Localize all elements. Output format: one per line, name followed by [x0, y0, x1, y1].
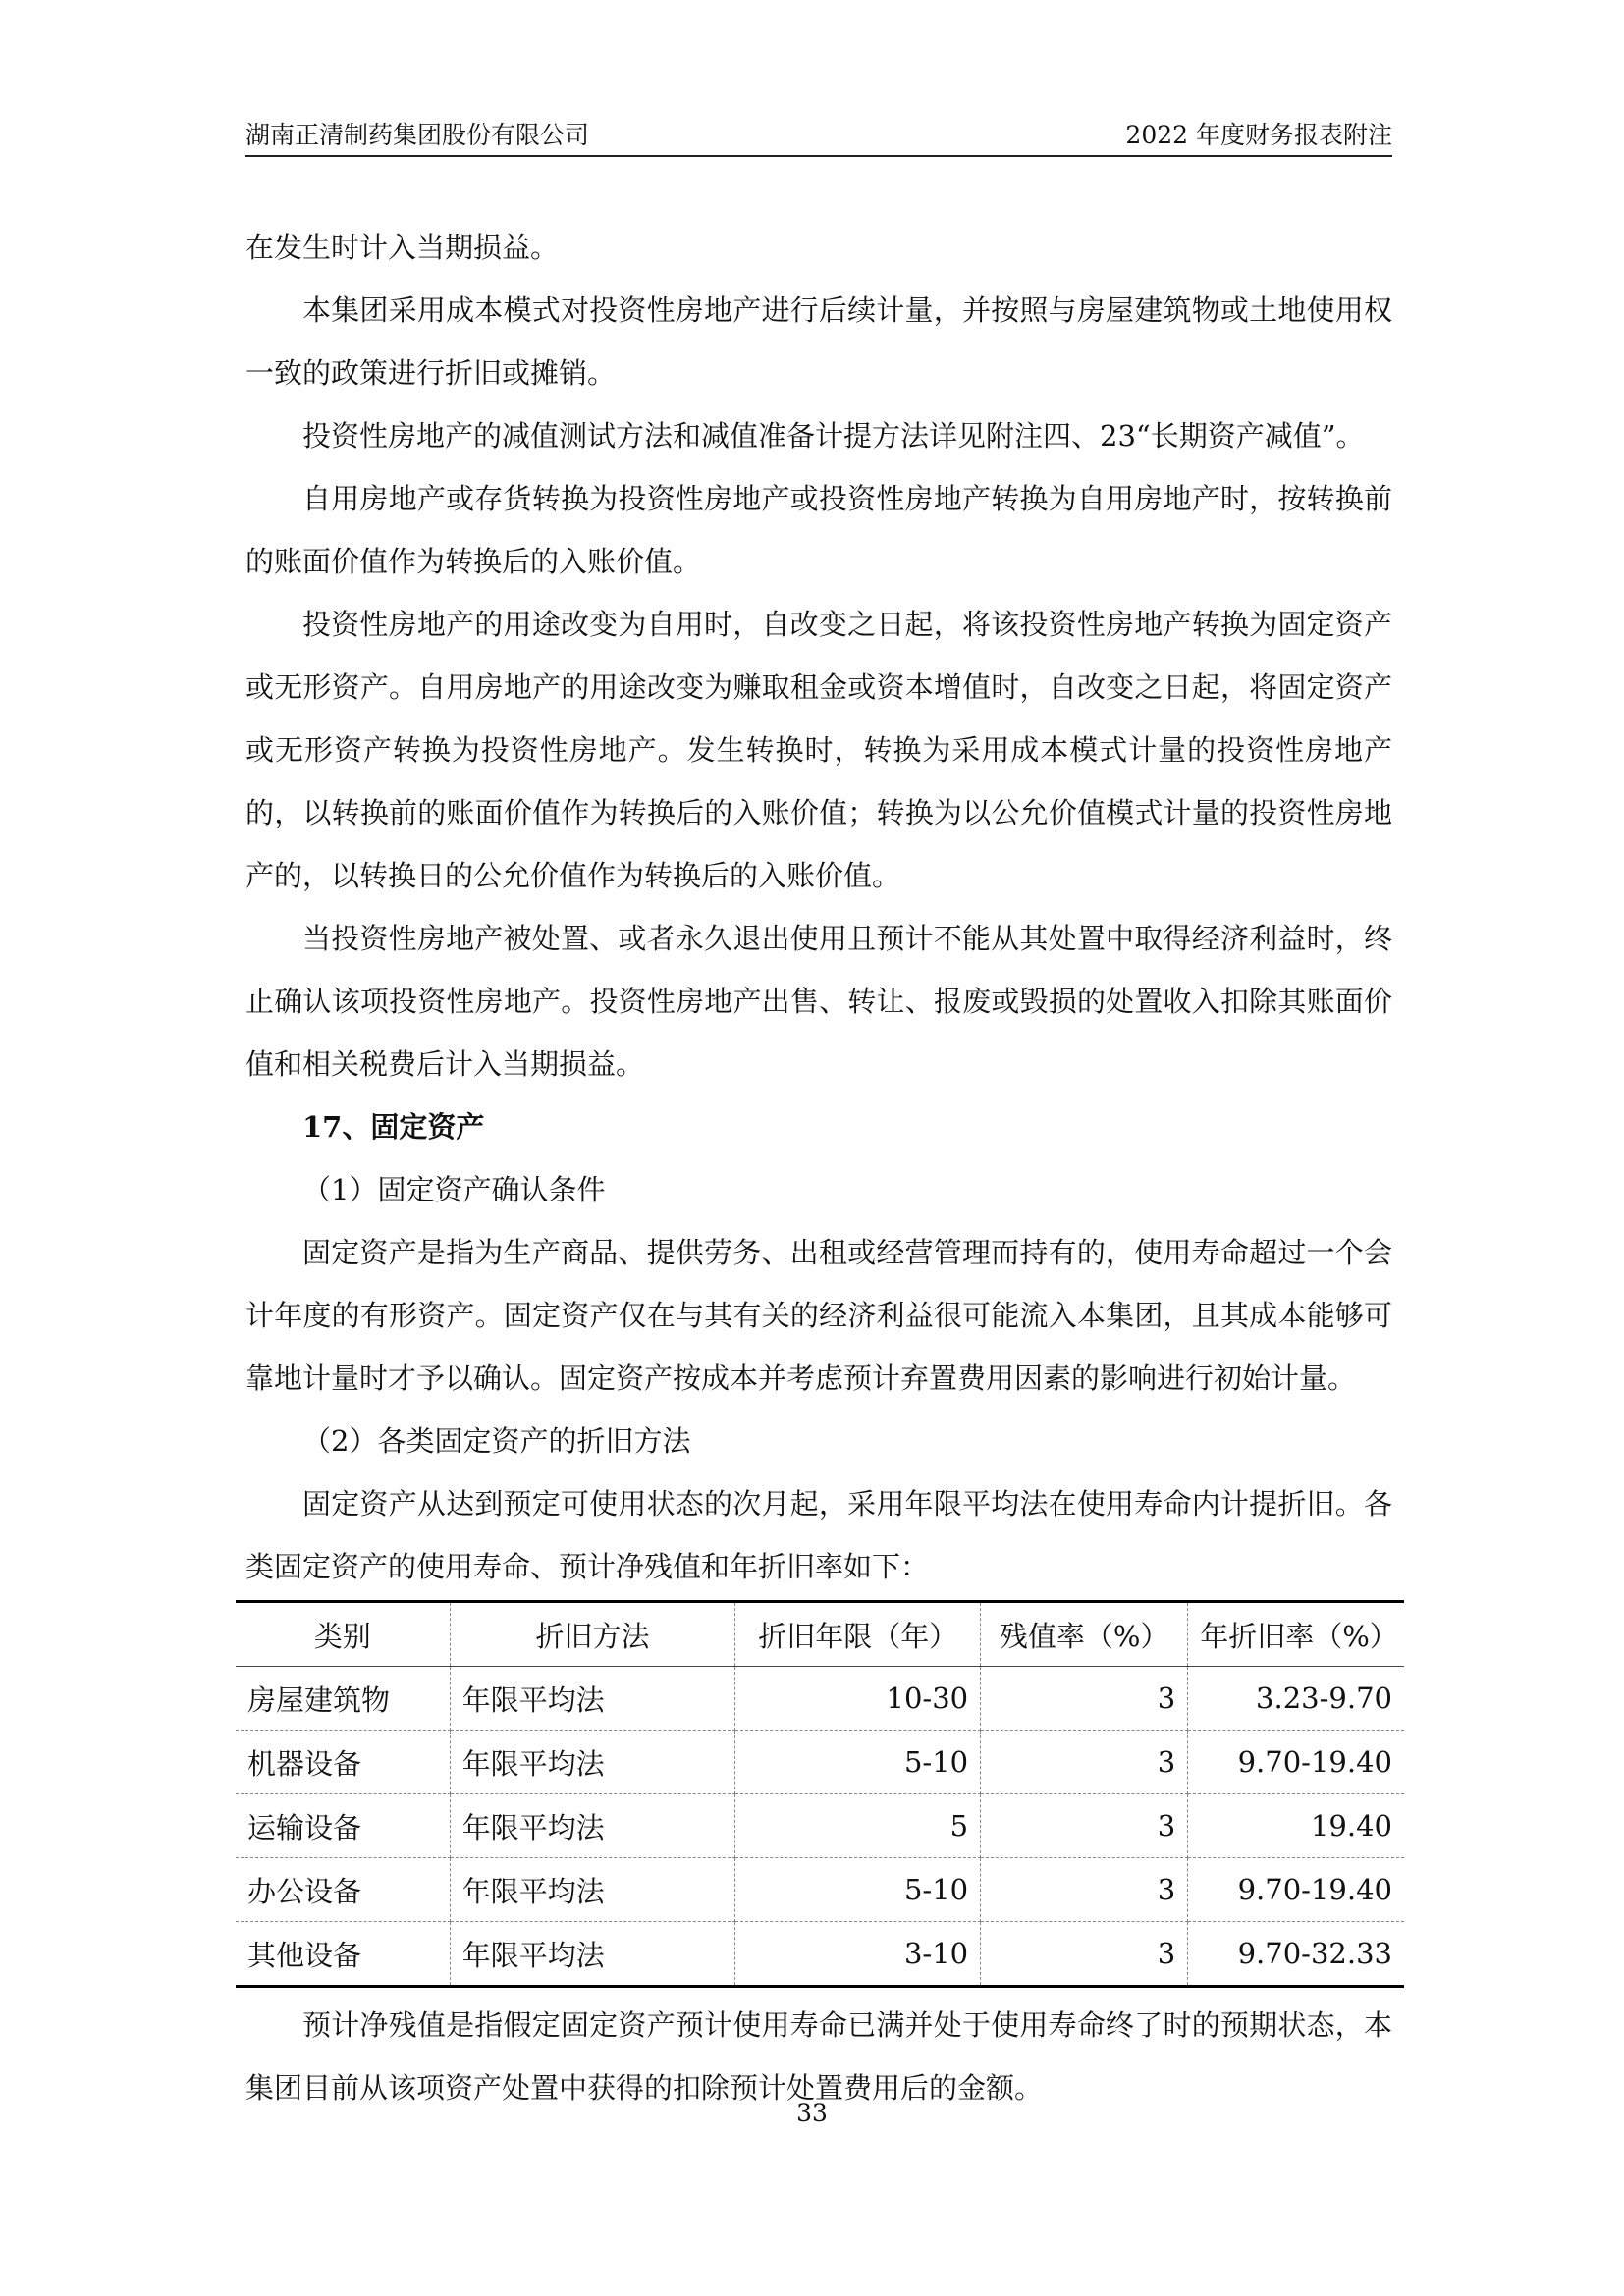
- cell-annual-rate: 9.70-32.33: [1188, 1922, 1404, 1987]
- cell-category: 房屋建筑物: [236, 1667, 450, 1731]
- table-row: [236, 1667, 1404, 1731]
- column-header: 折旧方法: [450, 1602, 735, 1667]
- paragraph: 当投资性房地产被处置、或者永久退出使用且预计不能从其处置中取得经济利益时，终止确认该项投资性房地产。投资性房地产出售、转让、报废或毁损的处置收入扣除其账面价值和相关税费后计入当期损益。: [245, 922, 1392, 1081]
- cell-method: 年限平均法: [450, 1667, 735, 1731]
- cell-residual-rate: 3: [981, 1922, 1188, 1987]
- table-row: [236, 1858, 1404, 1922]
- page-content: [245, 216, 1398, 2119]
- paragraph: 固定资产从达到预定可使用状态的次月起，采用年限平均法在使用寿命内计提折旧。各类固定资产的使用寿命、预计净残值和年折旧率如下：: [245, 1487, 1392, 1583]
- paragraph: 固定资产是指为生产商品、提供劳务、出租或经营管理而持有的，使用寿命超过一个会计年度的有形资产。固定资产仅在与其有关的经济利益很可能流入本集团，且其成本能够可靠地计量时才予以确认。固定资产按成本并考虑预计弃置费用因素的影响进行初始计量。: [245, 1236, 1392, 1395]
- depreciation-table: [236, 1600, 1404, 1988]
- column-header: 残值率（%）: [981, 1602, 1188, 1667]
- table-row: [236, 1794, 1404, 1858]
- cell-method: 年限平均法: [450, 1731, 735, 1794]
- cell-residual-rate: 3: [981, 1731, 1188, 1794]
- section-heading: 17、固定资产: [302, 1110, 485, 1144]
- paragraph: 在发生时计入当期损益。: [245, 231, 560, 264]
- cell-annual-rate: 9.70-19.40: [1188, 1731, 1404, 1794]
- cell-residual-rate: 3: [981, 1667, 1188, 1731]
- paragraph: 自用房地产或存货转换为投资性房地产或投资性房地产转换为自用房地产时，按转换前的账面价值作为转换后的入账价值。: [245, 482, 1392, 578]
- column-header: 年折旧率（%）: [1188, 1602, 1404, 1667]
- cell-years: 3-10: [735, 1922, 981, 1987]
- cell-method: 年限平均法: [450, 1794, 735, 1858]
- cell-residual-rate: 3: [981, 1858, 1188, 1922]
- table-row: [236, 1731, 1404, 1794]
- cell-years: 5-10: [735, 1731, 981, 1794]
- cell-method: 年限平均法: [450, 1922, 735, 1987]
- cell-years: 10-30: [735, 1667, 981, 1731]
- paragraph: 投资性房地产的减值测试方法和减值准备计提方法详见附注四、23“长期资产减值”。: [302, 419, 1365, 453]
- subsection-heading: （1）固定资产确认条件: [302, 1173, 606, 1206]
- cell-category: 其他设备: [236, 1922, 450, 1987]
- header-company: 湖南正清制药集团股份有限公司: [245, 121, 590, 149]
- paragraph: 本集团采用成本模式对投资性房地产进行后续计量，并按照与房屋建筑物或土地使用权一致的政策进行折旧或摊销。: [245, 294, 1392, 390]
- table-row: [236, 1922, 1404, 1987]
- paragraph: 预计净残值是指假定固定资产预计使用寿命已满并处于使用寿命终了时的预期状态，本集团目前从该项资产处置中获得的扣除预计处置费用后的金额。: [245, 2008, 1392, 2105]
- column-header: 类别: [236, 1602, 450, 1667]
- column-header: 折旧年限（年）: [735, 1602, 981, 1667]
- header-report-title: 2022 年度财务报表附注: [1125, 121, 1392, 149]
- cell-method: 年限平均法: [450, 1858, 735, 1922]
- cell-category: 机器设备: [236, 1731, 450, 1794]
- table-header-row: [236, 1602, 1404, 1667]
- cell-annual-rate: 19.40: [1188, 1794, 1404, 1858]
- cell-annual-rate: 9.70-19.40: [1188, 1858, 1404, 1922]
- cell-annual-rate: 3.23-9.70: [1188, 1667, 1404, 1731]
- cell-category: 运输设备: [236, 1794, 450, 1858]
- cell-residual-rate: 3: [981, 1794, 1188, 1858]
- cell-years: 5-10: [735, 1858, 981, 1922]
- paragraph: 投资性房地产的用途改变为自用时，自改变之日起，将该投资性房地产转换为固定资产或无形资产。自用房地产的用途改变为赚取租金或资本增值时，自改变之日起，将固定资产或无形资产转换为投资性房地产。发生转换时，转换为采用成本模式计量的投资性房地产的，以转换前的账面价值作为转换后的入账价值；转换为以公允价值模式计量的投资性房地产的，以转换日的公允价值作为转换后的入账价值。: [245, 608, 1392, 892]
- subsection-heading: （2）各类固定资产的折旧方法: [302, 1424, 691, 1458]
- page-header: [245, 114, 1392, 157]
- cell-years: 5: [735, 1794, 981, 1858]
- cell-category: 办公设备: [236, 1858, 450, 1922]
- page-number: 33: [796, 2099, 828, 2127]
